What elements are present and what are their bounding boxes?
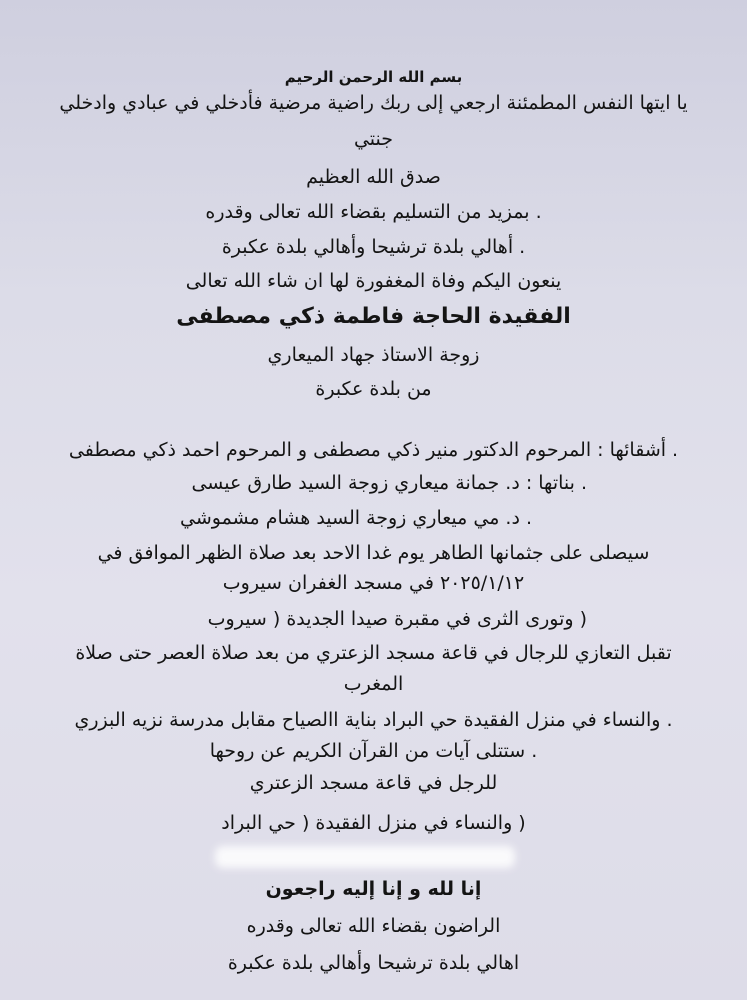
brothers-line: . أشقائها : المرحوم الدكتور منير ذكي مصطفى و المرحوم احمد ذكي مصطفى <box>68 439 679 461</box>
quran-recitation-line: . ستتلى آيات من القرآن الكريم عن روحها <box>209 740 538 762</box>
women-location-line: ( والنساء في منزل الفقيدة ( حي البراد <box>221 812 526 834</box>
radun-line: الراضون بقضاء الله تعالى وقدره <box>246 915 501 937</box>
prayer-line-2: ٢٠٢٥/١/١٢ في مسجد الغفران سيروب <box>222 572 525 594</box>
daughters-line-2: . د. مي ميعاري زوجة السيد هشام مشموشي <box>180 507 532 529</box>
basmala: بسم الله الرحمن الرحيم <box>284 68 463 86</box>
men-location-line: للرجل في قاعة مسجد الزعتري <box>249 772 498 794</box>
prayer-line-1: سيصلى على جثمانها الطاهر يوم غدا الاحد بعد صلاة الظهر الموافق في <box>97 542 650 564</box>
husband-line: زوجة الاستاذ جهاد الميعاري <box>267 344 480 366</box>
sadaq-line: صدق الله العظيم <box>306 166 441 188</box>
condolence-line-2: المغرب <box>343 673 404 695</box>
announcement-line: ينعون اليكم وفاة المغفورة لها ان شاء الله تعالى <box>185 270 562 292</box>
submission-line: . بمزيد من التسليم بقضاء الله تعالى وقدره <box>205 201 542 223</box>
daughters-line-1: . بناتها : د. جمانة ميعاري زوجة السيد طارق عيسى <box>191 472 587 494</box>
families-line: . أهالي بلدة ترشيحا وأهالي بلدة عكبرة <box>221 236 526 258</box>
hometown-line: من بلدة عكبرة <box>315 378 432 400</box>
deceased-name: الفقيدة الحاجة فاطمة ذكي مصطفى <box>176 304 571 329</box>
condolence-line-1: تقبل التعازي للرجال في قاعة مسجد الزعتري من بعد صلاة العصر حتى صلاة <box>75 642 672 664</box>
inna-lillah-line: إنا لله و إنا إليه راجعون <box>265 878 482 900</box>
families-signature-line: اهالي بلدة ترشيحا وأهالي بلدة عكبرة <box>227 952 520 974</box>
quran-verse-line-2: جنتي <box>353 128 394 150</box>
redacted-area <box>215 846 515 868</box>
women-condolence-line: . والنساء في منزل الفقيدة حي البراد بناية االصياح مقابل مدرسة نزيه البزري <box>74 709 673 731</box>
burial-line: ( وتورى الثرى في مقبرة صيدا الجديدة ( سيروب <box>207 608 587 630</box>
quran-verse-line-1: يا ايتها النفس المطمئنة ارجعي إلى ربك راضية مرضية فأدخلي في عبادي وادخلي <box>59 92 688 114</box>
